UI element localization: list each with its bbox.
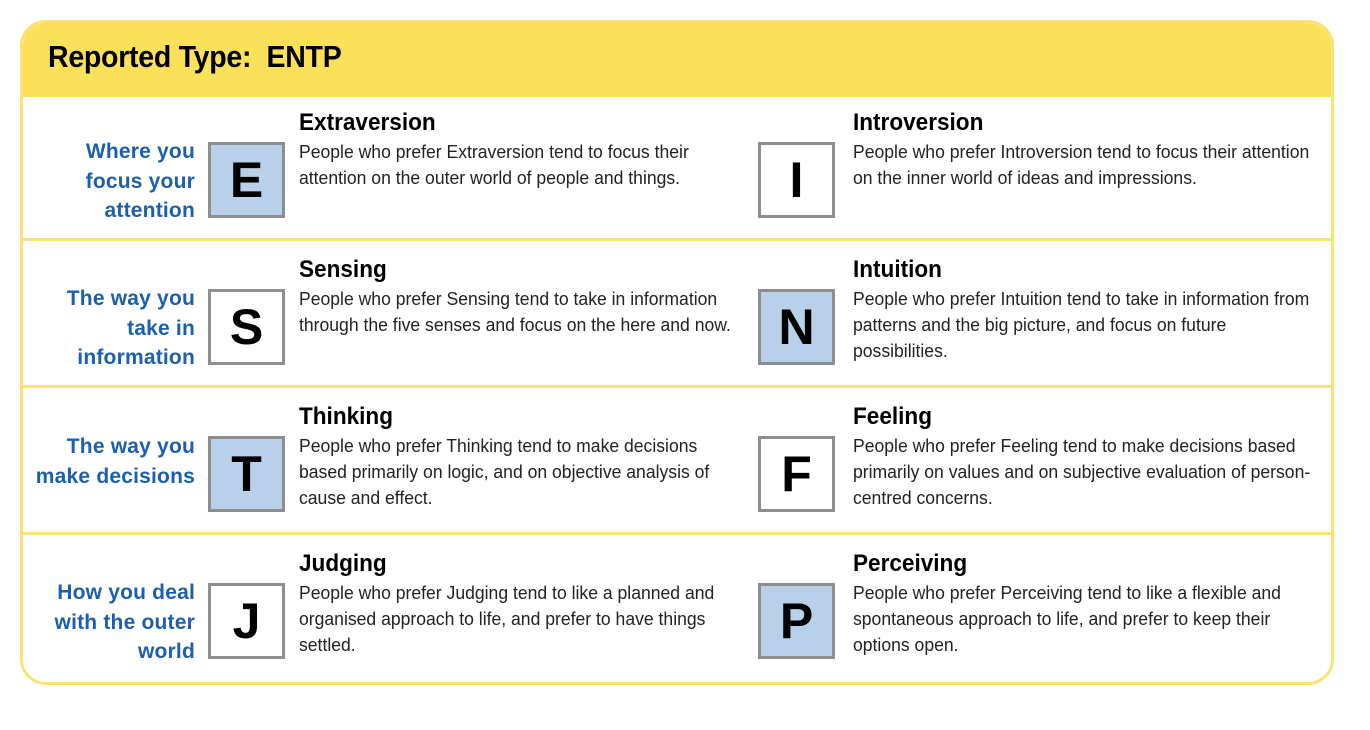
reported-type-title: Reported Type: ENTP <box>48 39 342 74</box>
preference-description-sensing: People who prefer Sensing tend to take in information through the five senses and focus on the here and now. <box>299 288 731 335</box>
row-label: How you deal with the outer world <box>54 581 195 663</box>
letter-box-e: E <box>208 142 285 218</box>
dichotomy-row-judgment <box>23 391 1331 535</box>
letter-box-s: S <box>208 289 285 365</box>
preference-title-perceiving: Perceiving <box>853 550 968 577</box>
letter-box-n: N <box>758 289 835 365</box>
preference-title-introversion: Introversion <box>853 109 984 136</box>
dichotomy-row-lifestyle <box>23 538 1331 682</box>
preference-description-intuition: People who prefer Intuition tend to take in information from patterns and the big picture, and focus on future possibilities. <box>853 288 1310 361</box>
preference-title-intuition: Intuition <box>853 256 942 283</box>
letter-box-p: P <box>758 583 835 659</box>
preference-title-feeling: Feeling <box>853 403 932 430</box>
letter-box-t: T <box>208 436 285 512</box>
preference-title-sensing: Sensing <box>299 256 387 283</box>
dichotomy-row-perception <box>23 244 1331 388</box>
preference-title-thinking: Thinking <box>299 403 393 430</box>
preference-description-judging: People who prefer Judging tend to like a planned and organised approach to life, and prefer to have things settled. <box>299 582 715 655</box>
preference-title-extraversion: Extraversion <box>299 109 436 136</box>
letter-box-j: J <box>208 583 285 659</box>
preference-description-introversion: People who prefer Introversion tend to focus their attention on the inner world of ideas and impressions. <box>853 141 1310 188</box>
letter-box-f: F <box>758 436 835 512</box>
preference-description-extraversion: People who prefer Extraversion tend to focus their attention on the outer world of people and things. <box>299 141 689 188</box>
header-bar <box>23 23 1331 97</box>
dichotomy-row-energy <box>23 97 1331 241</box>
preference-description-perceiving: People who prefer Perceiving tend to like a flexible and spontaneous approach to life, and prefer to keep their options open. <box>853 582 1281 655</box>
preference-description-thinking: People who prefer Thinking tend to make decisions based primarily on logic, and on objective analysis of cause and effect. <box>299 435 710 508</box>
row-label: The way you make decisions <box>35 435 195 488</box>
type-summary-card <box>20 20 1334 685</box>
letter-box-i: I <box>758 142 835 218</box>
preference-description-feeling: People who prefer Feeling tend to make decisions based primarily on values and on subjective evaluation of person-centred concerns. <box>853 435 1311 508</box>
row-label: The way you take in information <box>66 287 195 369</box>
preference-title-judging: Judging <box>299 550 387 577</box>
row-label: Where you focus your attention <box>85 140 195 222</box>
